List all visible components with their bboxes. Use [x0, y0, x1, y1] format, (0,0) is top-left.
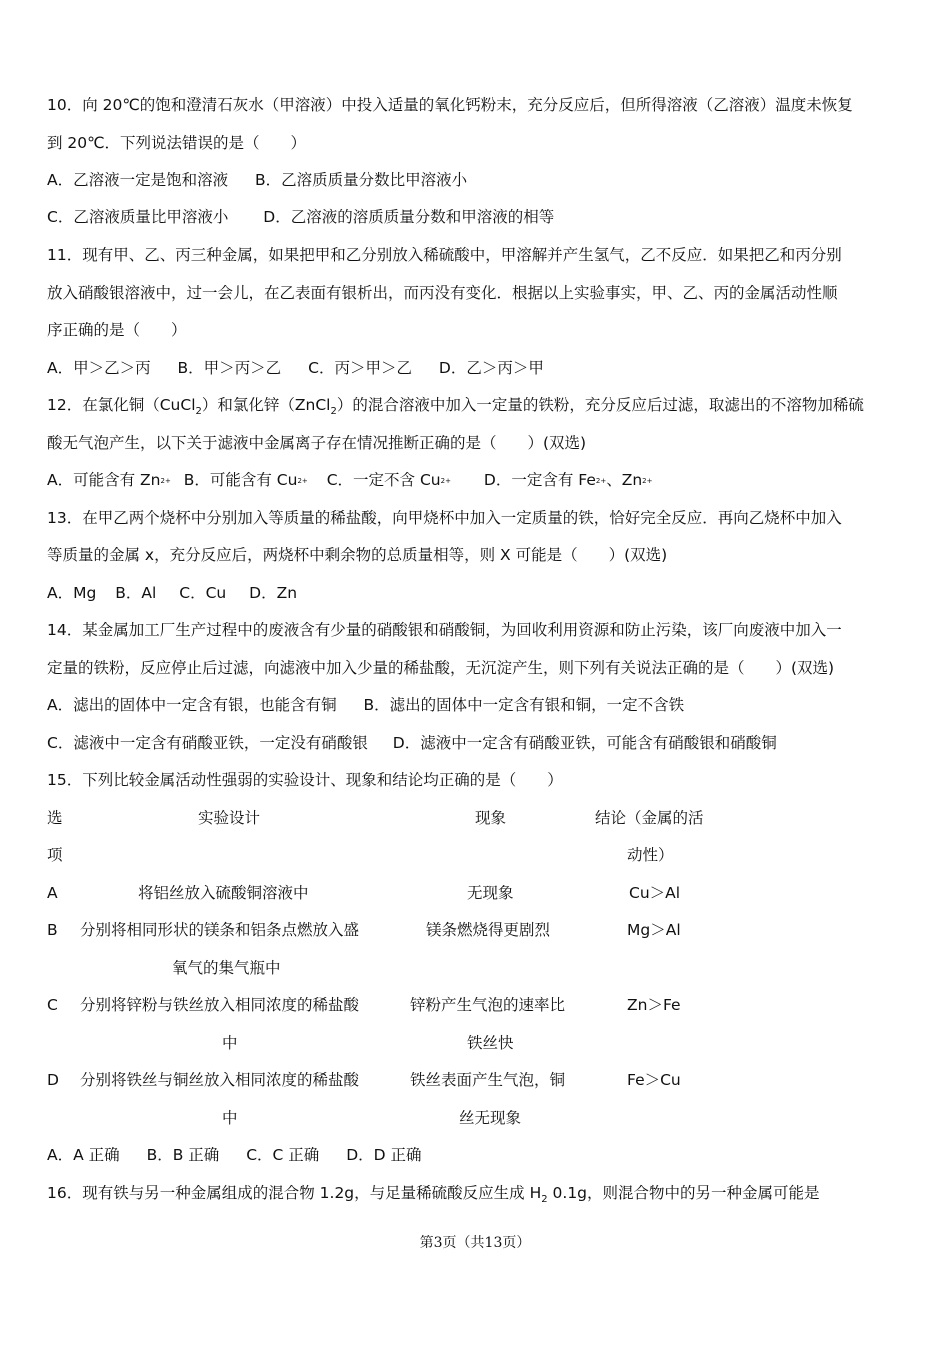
q10-options-row2: [47, 207, 554, 227]
page-footer: 第3页（共13页）: [419, 1235, 531, 1251]
q12-option-b-charge: 2+: [297, 477, 308, 485]
q13-option-a: A．Mg: [47, 584, 97, 602]
q15-row-c-phenomenon-line1: 锌粉产生气泡的速率比: [410, 996, 566, 1014]
q11-options: [47, 358, 544, 378]
q15-header-conclusion-b: 动性）: [627, 846, 674, 864]
q11-option-a: A．甲＞乙＞丙: [47, 359, 151, 377]
q16-sub: 2: [541, 1194, 548, 1205]
q12-option-a-charge: 2+: [160, 477, 171, 485]
q15-row-c-conclusion: Zn＞Fe: [627, 996, 681, 1014]
q15-row-c-option: C: [47, 996, 58, 1014]
q10-options-row1: [47, 170, 467, 190]
q14-option-a: A．滤出的固体中一定含有银，也能含有铜: [47, 696, 337, 714]
q15-row-c-design-line2: 中: [222, 1034, 238, 1052]
q15-row-d-phenomenon-line2: 丝无现象: [459, 1109, 522, 1127]
q15-option-d: D．D 正确: [346, 1146, 422, 1164]
q12-option-d: [484, 471, 653, 489]
q14-option-b: B．滤出的固体中一定含有银和铜，一定不含铁: [363, 696, 685, 714]
q10-option-a: A．乙溶液一定是饱和溶液: [47, 171, 229, 189]
q12-option-d-mid: 、Zn: [606, 471, 643, 489]
q12-option-d-charge2: 2+: [642, 477, 653, 485]
q15-header-option-a: 选: [47, 809, 63, 827]
q11-option-b: B．甲＞丙＞乙: [177, 359, 282, 377]
q15-row-b-option: B: [47, 921, 58, 939]
q15-row-b-design-line2: 氧气的集气瓶中: [172, 959, 281, 977]
q11-option-d: D．乙＞丙＞甲: [438, 359, 544, 377]
q13-option-d: D．Zn: [249, 584, 298, 602]
q12-line1-c: ）的混合溶液中加入一定量的铁粉，充分反应后过滤，取滤出的不溶物加稀硫: [336, 396, 864, 414]
q13-line2: 等质量的金属 x，充分反应后，两烧杯中剩余物的总质量相等，则 X 可能是（ ）(双选): [47, 546, 668, 564]
q13-option-c: C．Cu: [179, 584, 227, 602]
q15-row-d-phenomenon-line1: 铁丝表面产生气泡，铜: [410, 1071, 566, 1089]
q12-option-a: [47, 471, 171, 489]
q12-sub2: 2: [330, 406, 337, 417]
q12-option-d-charge: 2+: [595, 477, 607, 485]
q12-option-b: [184, 471, 308, 489]
q15-row-d-design-line2: 中: [222, 1109, 238, 1127]
q13-options: [47, 583, 297, 603]
q15-option-b: B．B 正确: [146, 1146, 220, 1164]
q10-option-b: B．乙溶质质量分数比甲溶液小: [255, 171, 468, 189]
q10-line1: 10．向 20℃的饱和澄清石灰水（甲溶液）中投入适量的氧化钙粉末，充分反应后，但所得溶液（乙溶液）温度未恢复: [47, 96, 853, 114]
q10-option-d: D．乙溶液的溶质质量分数和甲溶液的相等: [263, 208, 555, 226]
q15-row-c-phenomenon-line2: 铁丝快: [467, 1034, 514, 1052]
q13-line1: 13．在甲乙两个烧杯中分别加入等质量的稀盐酸，向甲烧杯中加入一定质量的铁，恰好完全反应．再向乙烧杯中加入: [47, 509, 842, 527]
q15-option-a: A．A 正确: [47, 1146, 120, 1164]
q11-line1: 11．现有甲、乙、丙三种金属，如果把甲和乙分别放入稀硫酸中，甲溶解并产生氢气，乙不反应．如果把乙和丙分别: [47, 246, 842, 264]
q15-row-a-phenomenon: 无现象: [467, 884, 514, 902]
q15-options: [47, 1145, 422, 1165]
q15-header-design: 实验设计: [198, 809, 261, 827]
q15-row-c-design-line1: 分别将锌粉与铁丝放入相同浓度的稀盐酸: [80, 996, 360, 1014]
q13-option-b: B．Al: [115, 584, 157, 602]
q16-line1: [47, 1183, 820, 1210]
q15-row-a-option: A: [47, 884, 58, 902]
q15-header-option-b: 项: [47, 846, 63, 864]
q15-row-a-conclusion: Cu＞Al: [629, 884, 681, 902]
q15-option-c: C．C 正确: [246, 1146, 320, 1164]
q15-row-b-conclusion: Mg＞Al: [627, 921, 681, 939]
q16-line1-a: 16．现有铁与另一种金属组成的混合物 1.2g，与足量稀硫酸反应生成 H: [47, 1184, 542, 1202]
q12-option-a-text: A．可能含有 Zn: [47, 471, 161, 489]
q14-line2: 定量的铁粉，反应停止后过滤，向滤液中加入少量的稀盐酸，无沉淀产生，则下列有关说法正确的是（ ）(双选): [47, 659, 835, 677]
q10-line2: 到 20℃．下列说法错误的是（ ）: [47, 134, 307, 152]
q15-line1: 15．下列比较金属活动性强弱的实验设计、现象和结论均正确的是（ ）: [47, 771, 563, 789]
q15-row-a-design: 将铝丝放入硫酸铜溶液中: [138, 884, 309, 902]
q12-option-c: [327, 471, 451, 489]
q15-row-d-design-line1: 分别将铁丝与铜丝放入相同浓度的稀盐酸: [80, 1071, 360, 1089]
q12-line2: 酸无气泡产生，以下关于滤液中金属离子存在情况推断正确的是（ ）(双选): [47, 434, 587, 452]
q14-line1: 14．某金属加工厂生产过程中的废液含有少量的硝酸银和硝酸铜，为回收利用资源和防止污染，该厂向废液中加入一: [47, 621, 842, 639]
q12-line1-b: ）和氯化锌（ZnCl: [201, 396, 331, 414]
q12-line1-a: 12．在氯化铜（CuCl: [47, 396, 196, 414]
q14-options-row2: [47, 733, 777, 753]
q15-row-b-design-line1: 分别将相同形状的镁条和铝条点燃放入盛: [80, 921, 360, 939]
q15-row-b-phenomenon: 镁条燃烧得更剧烈: [426, 921, 551, 939]
q12-option-c-text: C．一定不含 Cu: [326, 471, 441, 489]
q12-option-d-text: D．一定含有 Fe: [483, 471, 596, 489]
q12-sub1: 2: [195, 406, 202, 417]
q14-options-row1: [47, 695, 684, 715]
q15-row-d-conclusion: Fe＞Cu: [627, 1071, 681, 1089]
q12-option-c-charge: 2+: [440, 477, 451, 485]
q15-header-conclusion-a: 结论（金属的活: [595, 809, 704, 827]
q12-line1: [47, 395, 864, 422]
q15-row-d-option: D: [47, 1071, 59, 1089]
q15-header-phenomenon: 现象: [475, 809, 507, 827]
q11-line3: 序正确的是（ ）: [47, 321, 187, 339]
q11-line2: 放入硝酸银溶液中，过一会儿，在乙表面有银析出，而丙没有变化．根据以上实验事实，甲、乙、丙的金属活动性顺: [47, 284, 838, 302]
q11-option-c: C．丙＞甲＞乙: [308, 359, 412, 377]
q14-option-d: D．滤液中一定含有硝酸亚铁，可能含有硝酸银和硝酸铜: [392, 734, 777, 752]
q16-line1-b: 0.1g，则混合物中的另一种金属可能是: [547, 1184, 820, 1202]
q12-option-b-text: B．可能含有 Cu: [183, 471, 298, 489]
q14-option-c: C．滤液中一定含有硝酸亚铁，一定没有硝酸银: [47, 734, 368, 752]
q12-options: [47, 470, 652, 491]
q10-option-c: C．乙溶液质量比甲溶液小: [47, 208, 229, 226]
